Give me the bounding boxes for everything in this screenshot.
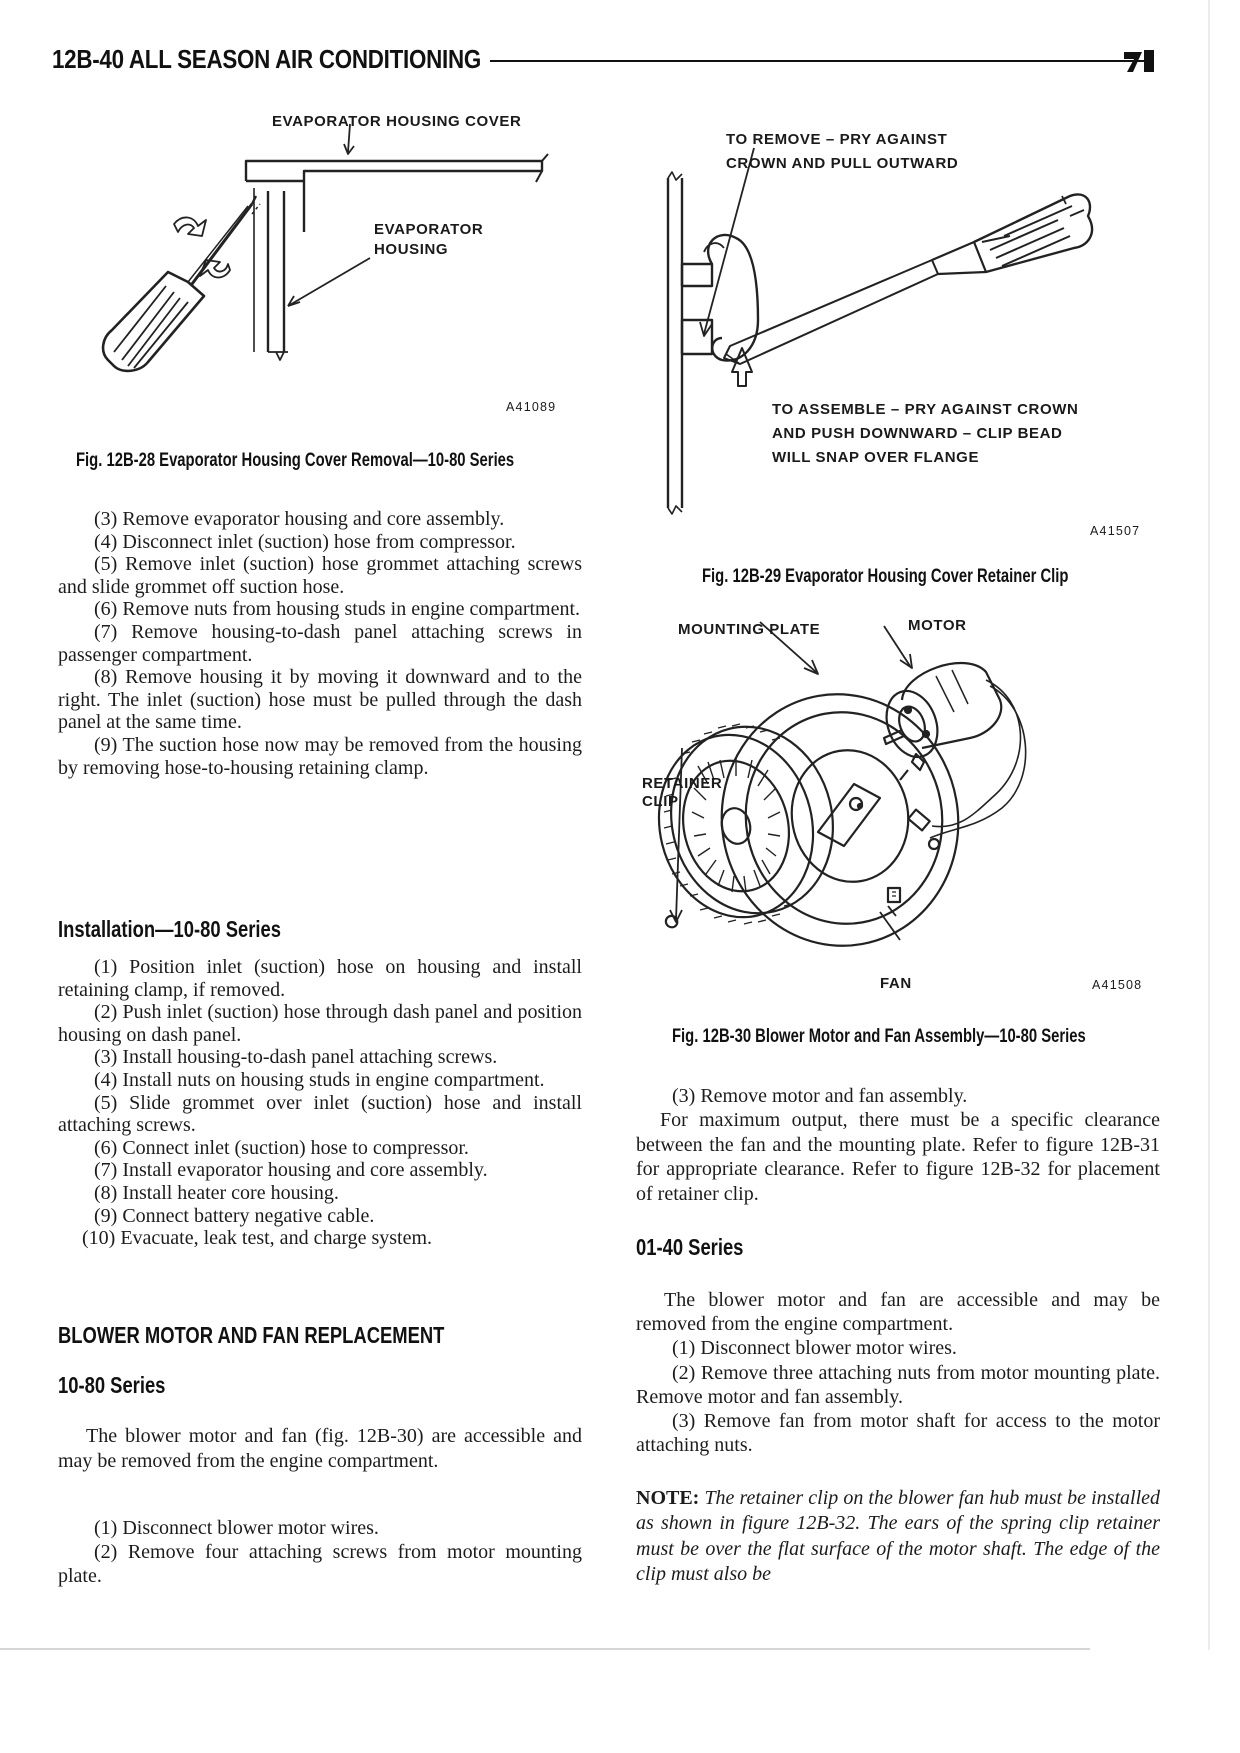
installation-steps xyxy=(58,956,582,1250)
series-01-40-step: (3) Remove fan from motor shaft for access to the motor attaching nuts. xyxy=(636,1410,1160,1457)
series-01-40-step: (1) Disconnect blower motor wires. xyxy=(672,1337,957,1360)
note-label: NOTE: xyxy=(636,1487,700,1509)
series-10-80 xyxy=(58,1374,582,1397)
installation-heading: Installation—10-80 Series xyxy=(58,916,281,942)
blower-heading: BLOWER MOTOR AND FAN REPLACEMENT xyxy=(58,1322,445,1348)
right-step-3: (3) Remove motor and fan assembly. xyxy=(672,1085,968,1107)
label-evaporator-housing-1: EVAPORATOR xyxy=(374,221,484,238)
label-to-assemble-3: WILL SNAP OVER FLANGE xyxy=(772,449,980,466)
figure-12b-29 xyxy=(660,124,1180,594)
installation-step: (3) Install housing-to-dash panel attaching screws. xyxy=(94,1046,498,1069)
label-to-remove-1: TO REMOVE – PRY AGAINST xyxy=(726,131,948,148)
page-edge-bottom xyxy=(0,1648,1090,1650)
header-rule xyxy=(490,60,1150,62)
blower-motor-fan-drawing xyxy=(640,630,1180,970)
page-title: 12B-40 ALL SEASON AIR CONDITIONING xyxy=(52,44,481,74)
installation-step: (7) Install evaporator housing and core assembly. xyxy=(94,1159,488,1182)
installation-step: (4) Install nuts on housing studs in engine compartment. xyxy=(94,1068,545,1091)
removal-step: (7) Remove housing-to-dash panel attaching screws in passenger compartment. xyxy=(58,620,582,666)
series-01-40-step: (2) Remove three attaching nuts from motor mounting plate. Remove motor and fan assembly. xyxy=(636,1361,1160,1408)
installation-step: (9) Connect battery negative cable. xyxy=(94,1204,375,1227)
label-fan: FAN xyxy=(880,975,912,992)
page-header xyxy=(52,44,1160,84)
label-mounting-plate: MOUNTING PLATE xyxy=(678,621,821,638)
note-block xyxy=(636,1486,1160,1588)
installation-step: (10) Evacuate, leak test, and charge system. xyxy=(82,1227,433,1250)
right-column-top xyxy=(636,1084,1160,1206)
series-01-40-heading: 01-40 Series xyxy=(636,1234,744,1260)
figure-code: A41508 xyxy=(1092,978,1143,992)
evaporator-housing-cover-drawing xyxy=(56,116,576,416)
figure-12b-30 xyxy=(640,617,1180,1062)
removal-step: (8) Remove housing it by moving it downward and to the right. The inlet (suction) hose must be pulled through the dash panel at the same time. xyxy=(58,666,582,734)
installation-step: (2) Push inlet (suction) hose through dash panel and position housing on dash panel. xyxy=(58,1001,582,1046)
figure-caption: Fig. 12B-29 Evaporator Housing Cover Retainer Clip xyxy=(702,566,1069,587)
removal-step: (5) Remove inlet (suction) hose grommet attaching screws and slide grommet off suction hose. xyxy=(58,553,582,598)
installation-step: (1) Position inlet (suction) hose on housing and install retaining clamp, if removed. xyxy=(58,956,582,1001)
figure-12b-28 xyxy=(56,113,576,476)
label-to-assemble-2: AND PUSH DOWNWARD – CLIP BEAD xyxy=(772,425,1063,442)
label-to-assemble-1: TO ASSEMBLE – PRY AGAINST CROWN xyxy=(772,401,1079,418)
label-to-remove-2: CROWN AND PULL OUTWARD xyxy=(726,155,959,172)
label-motor: MOTOR xyxy=(908,617,967,634)
label-evaporator-housing-2: HOUSING xyxy=(374,241,449,258)
blower-step: (2) Remove four attaching screws from motor mounting plate. xyxy=(58,1541,582,1587)
removal-step: (3) Remove evaporator housing and core assembly. xyxy=(94,508,505,530)
blower-steps xyxy=(58,1516,582,1588)
removal-step: (9) The suction hose now may be removed from the housing by removing hose-to-housing retaining clamp. xyxy=(58,733,582,779)
series-01-40-intro: The blower motor and fan are accessible and may be removed from the engine compartment. xyxy=(636,1289,1160,1336)
series-10-80-heading: 10-80 Series xyxy=(58,1372,166,1398)
label-retainer-clip-1: RETAINER xyxy=(642,775,723,792)
left-column-installation xyxy=(58,918,582,941)
blower-intro-block xyxy=(58,1424,582,1474)
installation-step: (8) Install heater core housing. xyxy=(94,1181,339,1204)
clearance-paragraph: For maximum output, there must be a specific clearance between the fan and the mounting plate. Refer to figure 12B-31 for appropriate clearance. Refer to figure 12B-32 for placement of retainer clip. xyxy=(636,1109,1160,1205)
right-column-steps xyxy=(636,1288,1160,1457)
label-evaporator-housing-cover: EVAPORATOR HOUSING COVER xyxy=(272,113,522,130)
blower-section xyxy=(58,1324,582,1347)
removal-step: (6) Remove nuts from housing studs in engine compartment. xyxy=(94,598,581,621)
blower-step: (1) Disconnect blower motor wires. xyxy=(94,1517,379,1539)
series-01-40 xyxy=(636,1236,1160,1259)
note-text: The retainer clip on the blower fan hub must be installed as shown in figure 12B-32. The ears of the spring clip retainer must be over the flat surface of the motor shaft. The edge of the clip must also be xyxy=(636,1487,1161,1586)
installation-step: (5) Slide grommet over inlet (suction) hose and install attaching screws. xyxy=(58,1091,582,1137)
figure-caption: Fig. 12B-30 Blower Motor and Fan Assembly—10-80 Series xyxy=(672,1026,1086,1047)
page-edge-right xyxy=(1208,0,1210,1650)
figure-code: A41089 xyxy=(506,400,557,414)
removal-step: (4) Disconnect inlet (suction) hose from compressor. xyxy=(94,530,516,553)
blower-intro: The blower motor and fan (fig. 12B-30) are accessible and may be removed from the engine compartment. xyxy=(58,1425,582,1472)
figure-caption: Fig. 12B-28 Evaporator Housing Cover Removal—10-80 Series xyxy=(76,450,515,471)
figure-code: A41507 xyxy=(1090,524,1141,538)
publisher-logo-icon xyxy=(1122,48,1156,74)
left-column-removal xyxy=(58,508,582,779)
label-retainer-clip-2: CLIP xyxy=(642,793,679,810)
installation-step: (6) Connect inlet (suction) hose to compressor. xyxy=(94,1136,469,1159)
